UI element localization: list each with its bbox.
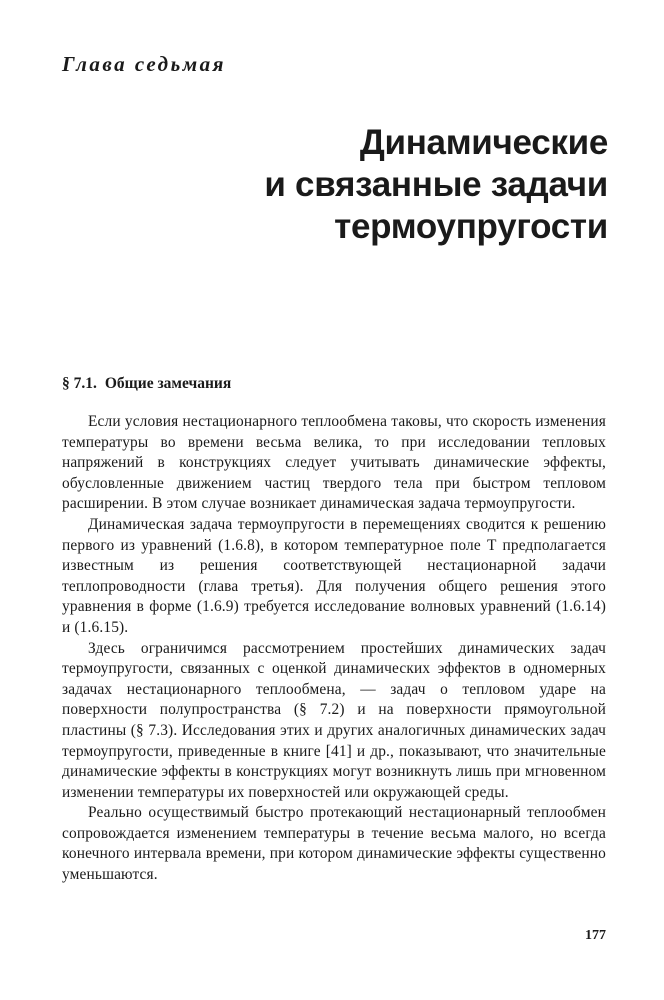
paragraph: Динамическая задача термоупругости в перемещениях сводится к решению первого из уравнений (1.6.8), в котором температурное поле T предполагается известным из решения соответствующей нестационарной задачи теплопроводности (глава третья). Для получения общего решения этого уравнения в форме (1.6.9) требуется исследование волновых уравнений (1.6.14) и (1.6.15). — [62, 515, 606, 636]
section-title: Общие замечания — [104, 375, 232, 392]
paragraph: Реально осуществимый быстро протекающий нестационарный теплообмен сопровождается изменением температуры в течение весьма малого, но всегда конечного интервала времени, при котором динамические эффекты существенно уменьшаются. — [62, 804, 606, 884]
chapter-title — [264, 122, 608, 248]
page-number: 177 — [585, 928, 606, 943]
section-number: § 7.1. — [62, 375, 97, 392]
body-text — [62, 412, 606, 886]
chapter-title-line: Динамические — [359, 123, 608, 162]
chapter-title-line: термоупругости — [334, 207, 608, 246]
chapter-title-line: и связанные задачи — [264, 165, 608, 204]
paragraph: Здесь ограничимся рассмотрением простейших динамических задач термоупругости, связанных с оценкой динамических эффектов в одномерных задачах нестационарного теплообмена, — задач о тепловом ударе на поверхности полупространства (§ 7.2) и на поверхности прямоугольной пластины (§ 7.3). Исследования этих и других аналогичных динамических задач термоупругости, приведенные в книге [41] и др., показывают, что значительные динамические эффекты в конструкциях могут возникнуть лишь при мгновенном изменении температуры их поверхностей или окружающей среды. — [62, 639, 606, 801]
paragraph: Если условия нестационарного теплообмена таковы, что скорость изменения температуры во времени весьма велика, то при исследовании тепловых напряжений в конструкциях следует учитывать динамические эффекты, обусловленные движением частиц твердого тела при быстром тепловом расширении. В этом случае возникает динамическая задача термоупругости. — [62, 413, 606, 513]
section-heading — [62, 375, 231, 393]
chapter-label: Глава седьмая — [62, 52, 226, 76]
